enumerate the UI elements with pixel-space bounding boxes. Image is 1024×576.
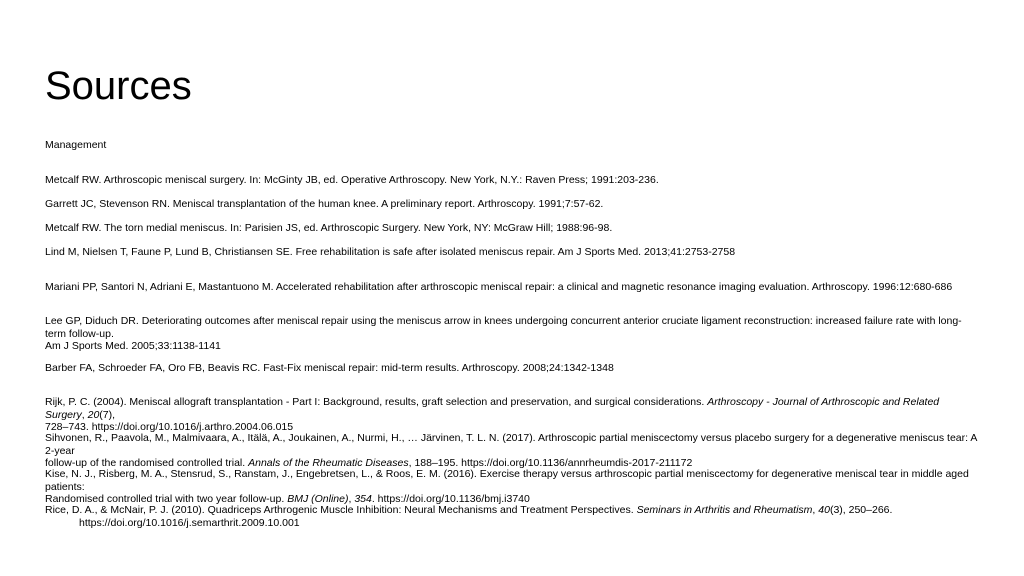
reference-journal: Annals of the Rheumatic Diseases [248, 457, 409, 469]
reference-text-continued: follow-up of the randomised controlled trial. [45, 457, 249, 469]
reference-volume: 40 [818, 504, 830, 516]
reference-text: Metcalf RW. Arthroscopic meniscal surgery. In: McGinty JB, ed. Operative Arthroscopy. New York, N.Y.: Raven Press; 1991:203-236. [45, 174, 659, 186]
reference-pages: , 188–195. https://doi.org/10.1136/annrheumdis-2017-211172 [408, 457, 693, 469]
reference-separator: , [348, 493, 355, 505]
reference-text: Mariani PP, Santori N, Adriani E, Mastantuono M. Accelerated rehabilitation after arthroscopic meniscal repair: a clinical and magnetic resonance imaging evaluation. Arthroscopy. 1996:12:680-686 [45, 281, 953, 293]
reference-text-continued: Am J Sports Med. 2005;33:1138-1141 [45, 340, 221, 352]
reference-pages: (7), [99, 408, 116, 421]
reference-text: Barber FA, Schroeder FA, Oro FB, Beavis RC. Fast-Fix meniscal repair: mid-term results. Arthroscopy. 2008;24:1342-1348 [45, 362, 614, 374]
reference-item [45, 198, 980, 211]
reference-text-continued: Randomised controlled trial with two year follow-up. [45, 493, 288, 505]
reference-text-continued: https://doi.org/10.1016/j.semarthrit.2009.10.001 [79, 516, 300, 529]
reference-item [45, 315, 980, 353]
reference-journal: BMJ (Online) [287, 493, 349, 505]
reference-item [45, 468, 980, 506]
reference-text-continued: 728–743. https://doi.org/10.1016/j.arthro.2004.06.015 [45, 421, 294, 433]
slide-title: Sources [45, 64, 192, 108]
reference-item [45, 281, 980, 294]
reference-volume: 354 [354, 493, 372, 505]
reference-item [45, 174, 980, 187]
reference-text: Metcalf RW. The torn medial meniscus. In: Parisien JS, ed. Arthroscopic Surgery. New York, NY: McGraw Hill; 1988:96-98. [45, 222, 613, 234]
reference-text: Rijk, P. C. (2004). Meniscal allograft transplantation - Part I: Background, results, graft selection and preservation, and surgical considerations. [45, 396, 708, 408]
reference-item [45, 222, 980, 235]
reference-item [45, 432, 980, 470]
reference-separator: , [812, 504, 819, 516]
reference-text: Rice, D. A., & McNair, P. J. (2010). Quadriceps Arthrogenic Muscle Inhibition: Neural Mechanisms and Treatment Perspectives. [45, 504, 637, 516]
reference-text: Lee GP, Diduch DR. Deteriorating outcomes after meniscal repair using the meniscus arrow in knees undergoing concurrent anterior cruciate ligament reconstruction: increased failure rate with long-term follow-up. [45, 315, 962, 340]
reference-item [45, 362, 980, 375]
section-subheading: Management [45, 139, 107, 151]
reference-journal: Seminars in Arthritis and Rheumatism [636, 504, 813, 516]
reference-text: Garrett JC, Stevenson RN. Meniscal transplantation of the human knee. A preliminary report. Arthroscopy. 1991;7:57-62. [45, 198, 604, 210]
reference-text: Kise, N. J., Risberg, M. A., Stensrud, S., Ranstam, J., Engebretsen, L., & Roos, E. M. (2016). Exercise therapy versus arthroscopic partial meniscectomy for degenerative meniscal tear in middle aged patients: [45, 468, 969, 493]
reference-text: Lind M, Nielsen T, Faune P, Lund B, Christiansen SE. Free rehabilitation is safe after isolated meniscus repair. Am J Sports Med. 2013;41:2753-2758 [45, 246, 736, 258]
reference-pages: . https://doi.org/10.1136/bmj.i3740 [371, 493, 530, 505]
reference-pages: (3), 250–266. [829, 504, 893, 516]
reference-separator: , [81, 408, 88, 421]
reference-item [45, 246, 980, 259]
reference-volume: 20 [87, 408, 100, 421]
reference-item [45, 504, 980, 529]
reference-item [45, 396, 980, 434]
reference-journal: Arthroscopy - Journal of Arthroscopic and Related Surgery [45, 396, 940, 421]
reference-text: Sihvonen, R., Paavola, M., Malmivaara, A., Itälä, A., Joukainen, A., Nurmi, H., … Järvinen, T. L. N. (2017). Arthroscopic partial meniscectomy versus placebo surgery for a degenerative meniscus tear: A 2-year [45, 432, 977, 457]
